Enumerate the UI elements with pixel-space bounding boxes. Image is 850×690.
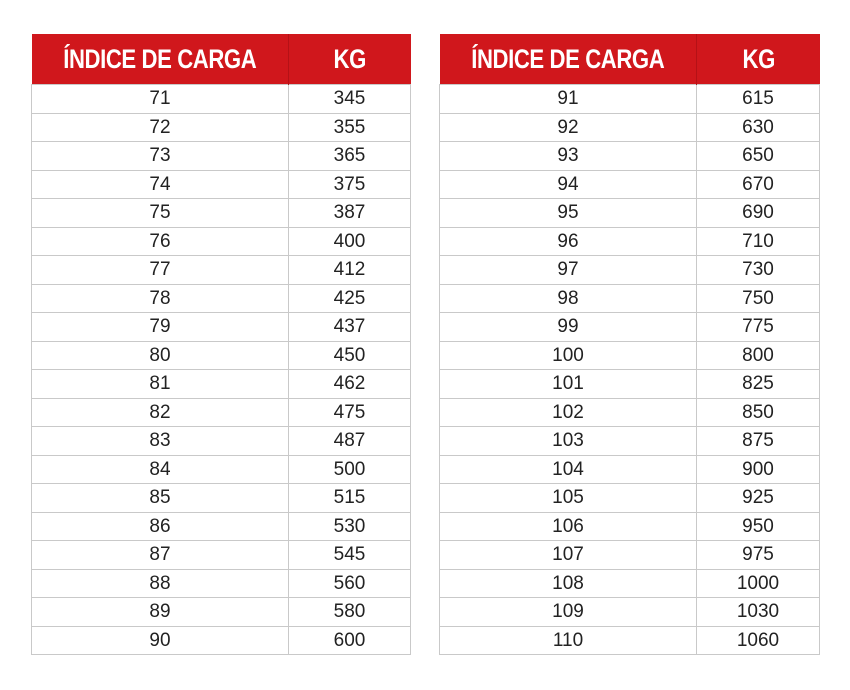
kg-cell: 690 (697, 199, 820, 228)
load-index-table-right (439, 34, 820, 655)
table-row (32, 370, 411, 399)
kg-cell: 615 (697, 85, 820, 114)
kg-cell: 412 (289, 256, 411, 285)
kg-cell: 387 (289, 199, 411, 228)
table-row (440, 256, 820, 285)
kg-cell: 560 (289, 569, 411, 598)
load-index-cell: 77 (32, 256, 289, 285)
kg-cell: 355 (289, 113, 411, 142)
table-row (32, 170, 411, 199)
kg-cell: 345 (289, 85, 411, 114)
table-row (32, 284, 411, 313)
load-index-cell: 75 (32, 199, 289, 228)
kg-cell: 670 (697, 170, 820, 199)
kg-cell: 600 (289, 626, 411, 655)
table-row (32, 541, 411, 570)
load-index-cell: 104 (440, 455, 697, 484)
table-row (440, 113, 820, 142)
kg-cell: 1000 (697, 569, 820, 598)
kg-cell: 730 (697, 256, 820, 285)
load-index-cell: 88 (32, 569, 289, 598)
kg-cell: 1030 (697, 598, 820, 627)
load-index-cell: 84 (32, 455, 289, 484)
load-index-cell: 89 (32, 598, 289, 627)
load-index-cell: 85 (32, 484, 289, 513)
load-index-cell: 98 (440, 284, 697, 313)
kg-cell: 775 (697, 313, 820, 342)
load-index-cell: 105 (440, 484, 697, 513)
table-row (32, 85, 411, 114)
kg-cell: 875 (697, 427, 820, 456)
load-index-cell: 100 (440, 341, 697, 370)
table-row (440, 341, 820, 370)
kg-cell: 800 (697, 341, 820, 370)
table-row (440, 427, 820, 456)
load-index-cell: 81 (32, 370, 289, 399)
table-body (440, 85, 820, 655)
load-index-cell: 87 (32, 541, 289, 570)
load-index-cell: 108 (440, 569, 697, 598)
table-row (440, 455, 820, 484)
load-index-cell: 74 (32, 170, 289, 199)
kg-cell: 462 (289, 370, 411, 399)
load-index-cell: 97 (440, 256, 697, 285)
table-row (440, 398, 820, 427)
table-row (440, 598, 820, 627)
table-row (440, 626, 820, 655)
column-header-load-index: ÍNDICE DE CARGA (440, 34, 697, 85)
load-index-cell: 73 (32, 142, 289, 171)
table-row (440, 284, 820, 313)
kg-cell: 400 (289, 227, 411, 256)
kg-cell: 950 (697, 512, 820, 541)
load-index-cell: 78 (32, 284, 289, 313)
table-row (440, 512, 820, 541)
column-header-load-index: ÍNDICE DE CARGA (32, 34, 289, 85)
load-index-cell: 83 (32, 427, 289, 456)
kg-cell: 750 (697, 284, 820, 313)
load-index-cell: 92 (440, 113, 697, 142)
kg-cell: 580 (289, 598, 411, 627)
table-row (32, 484, 411, 513)
kg-cell: 1060 (697, 626, 820, 655)
kg-cell: 630 (697, 113, 820, 142)
load-index-cell: 93 (440, 142, 697, 171)
table-row (440, 142, 820, 171)
load-index-cell: 106 (440, 512, 697, 541)
table-row (32, 113, 411, 142)
table-row (440, 227, 820, 256)
table-header-row (440, 34, 820, 85)
kg-cell: 850 (697, 398, 820, 427)
table-header-row (32, 34, 411, 85)
table-row (440, 541, 820, 570)
table-row (440, 85, 820, 114)
table-row (32, 427, 411, 456)
load-index-cell: 94 (440, 170, 697, 199)
table-row (32, 313, 411, 342)
load-index-cell: 86 (32, 512, 289, 541)
kg-cell: 437 (289, 313, 411, 342)
load-index-cell: 103 (440, 427, 697, 456)
load-index-cell: 95 (440, 199, 697, 228)
kg-cell: 475 (289, 398, 411, 427)
load-index-cell: 101 (440, 370, 697, 399)
kg-cell: 425 (289, 284, 411, 313)
kg-cell: 500 (289, 455, 411, 484)
load-index-cell: 82 (32, 398, 289, 427)
load-index-table-left (31, 34, 411, 655)
kg-cell: 925 (697, 484, 820, 513)
table-row (440, 313, 820, 342)
load-index-cell: 109 (440, 598, 697, 627)
load-index-cell: 71 (32, 85, 289, 114)
table-row (32, 569, 411, 598)
load-index-cell: 99 (440, 313, 697, 342)
table-row (32, 598, 411, 627)
kg-cell: 710 (697, 227, 820, 256)
table-row (32, 455, 411, 484)
load-index-cell: 91 (440, 85, 697, 114)
load-index-cell: 79 (32, 313, 289, 342)
kg-cell: 365 (289, 142, 411, 171)
kg-cell: 530 (289, 512, 411, 541)
kg-cell: 650 (697, 142, 820, 171)
table-row (32, 227, 411, 256)
kg-cell: 825 (697, 370, 820, 399)
table-row (440, 199, 820, 228)
load-index-cell: 110 (440, 626, 697, 655)
load-index-cell: 76 (32, 227, 289, 256)
load-index-cell: 80 (32, 341, 289, 370)
table-row (32, 512, 411, 541)
load-index-cell: 96 (440, 227, 697, 256)
kg-cell: 515 (289, 484, 411, 513)
kg-cell: 900 (697, 455, 820, 484)
kg-cell: 375 (289, 170, 411, 199)
load-index-cell: 90 (32, 626, 289, 655)
table-row (32, 142, 411, 171)
table-row (440, 370, 820, 399)
column-header-kg: KG (697, 34, 820, 85)
kg-cell: 545 (289, 541, 411, 570)
table-body (32, 85, 411, 655)
load-index-cell: 107 (440, 541, 697, 570)
table-row (440, 484, 820, 513)
kg-cell: 487 (289, 427, 411, 456)
kg-cell: 975 (697, 541, 820, 570)
table-row (440, 569, 820, 598)
table-row (440, 170, 820, 199)
table-row (32, 341, 411, 370)
load-index-cell: 72 (32, 113, 289, 142)
column-header-kg: KG (289, 34, 411, 85)
table-row (32, 398, 411, 427)
table-row (32, 256, 411, 285)
load-index-cell: 102 (440, 398, 697, 427)
kg-cell: 450 (289, 341, 411, 370)
table-row (32, 199, 411, 228)
table-row (32, 626, 411, 655)
